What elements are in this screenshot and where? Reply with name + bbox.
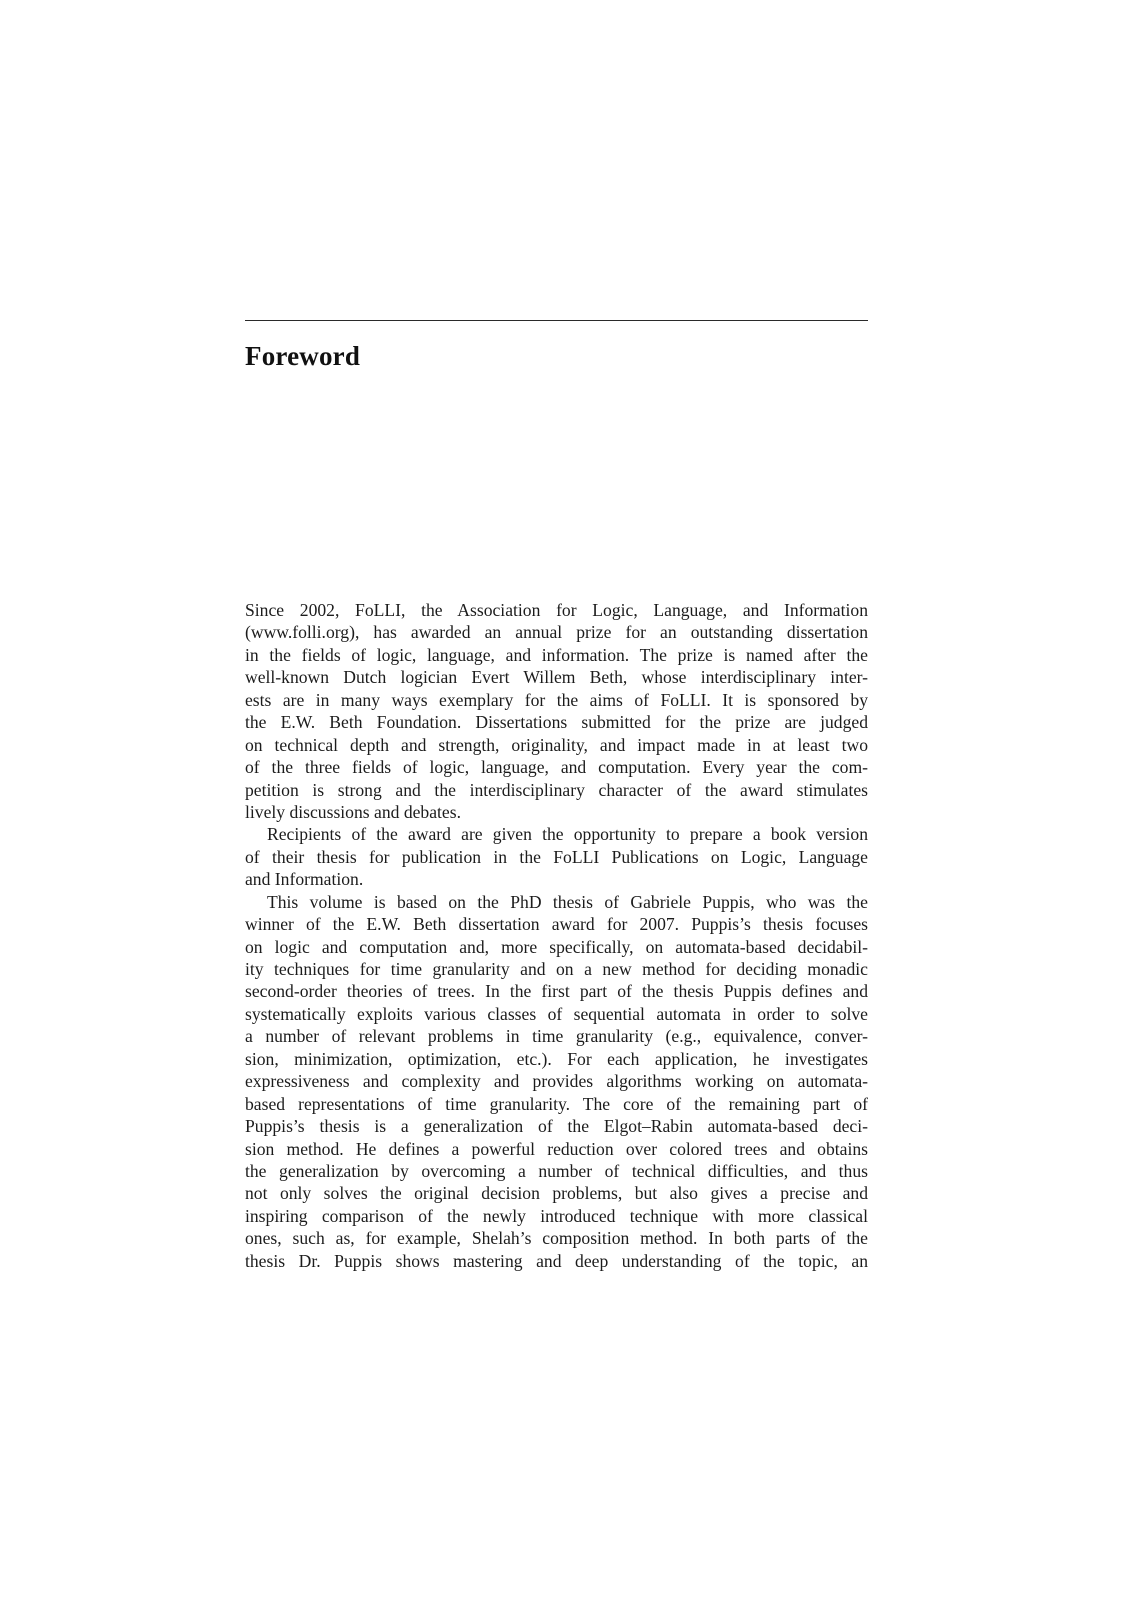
text-line: second-order theories of trees. In the first part of the thesis Puppis defines and xyxy=(245,981,868,1002)
text-line: the generalization by overcoming a number of technical difficulties, and thus xyxy=(245,1160,868,1181)
text-line: Puppis’s thesis is a generalization of the Elgot–Rabin automata-based deci- xyxy=(245,1116,868,1137)
text-line: expressiveness and complexity and provides algorithms working on automata- xyxy=(245,1071,868,1092)
chapter-top-rule xyxy=(245,320,868,321)
text-line: thesis Dr. Puppis shows mastering and deep understanding of the topic, an xyxy=(245,1250,868,1271)
chapter-title: Foreword xyxy=(245,341,361,371)
text-line: of their thesis for publication in the FoLLI Publications on Logic, Language xyxy=(245,846,868,867)
text-line: on technical depth and strength, originality, and impact made in at least two xyxy=(245,734,868,755)
text-line: not only solves the original decision problems, but also gives a precise and xyxy=(245,1183,868,1204)
text-line: inspiring comparison of the newly introduced technique with more classical xyxy=(245,1205,868,1226)
text-line: winner of the E.W. Beth dissertation award for 2007. Puppis’s thesis focuses xyxy=(245,914,868,935)
text-line: lively discussions and debates. xyxy=(245,801,461,822)
text-line: petition is strong and the interdisciplinary character of the award stimulates xyxy=(245,779,868,800)
text-line: on logic and computation and, more specifically, on automata-based decidabil- xyxy=(245,936,868,957)
text-line: well-known Dutch logician Evert Willem Beth, whose interdisciplinary inter- xyxy=(245,667,868,688)
text-line: of the three fields of logic, language, and computation. Every year the com- xyxy=(245,757,868,778)
body-text xyxy=(245,599,868,1272)
text-line: in the fields of logic, language, and information. The prize is named after the xyxy=(245,644,868,665)
paragraph-3 xyxy=(245,891,868,1272)
text-line: Since 2002, FoLLI, the Association for Logic, Language, and Information xyxy=(245,600,868,620)
paragraph-1 xyxy=(245,599,868,823)
text-line: the E.W. Beth Foundation. Dissertations submitted for the prize are judged xyxy=(245,712,868,733)
text-line: This volume is based on the PhD thesis of Gabriele Puppis, who was the xyxy=(267,891,868,912)
text-line: (www.folli.org), has awarded an annual prize for an outstanding dissertation xyxy=(245,622,868,643)
text-line: ests are in many ways exemplary for the aims of FoLLI. It is sponsored by xyxy=(245,689,868,710)
text-line: sion, minimization, optimization, etc.). For each application, he investigates xyxy=(245,1048,868,1069)
paragraph-2 xyxy=(245,823,868,890)
text-line: and Information. xyxy=(245,869,364,890)
text-line: systematically exploits various classes of sequential automata in order to solve xyxy=(245,1003,868,1024)
text-line: Recipients of the award are given the opportunity to prepare a book version xyxy=(267,824,868,845)
text-line: ones, such as, for example, Shelah’s composition method. In both parts of the xyxy=(245,1228,868,1249)
text-line: based representations of time granularity. The core of the remaining part of xyxy=(245,1093,868,1114)
text-line: ity techniques for time granularity and on a new method for deciding monadic xyxy=(245,959,868,979)
text-line: a number of relevant problems in time granularity (e.g., equivalence, conver- xyxy=(245,1026,868,1047)
text-line: sion method. He defines a powerful reduction over colored trees and obtains xyxy=(245,1138,868,1159)
